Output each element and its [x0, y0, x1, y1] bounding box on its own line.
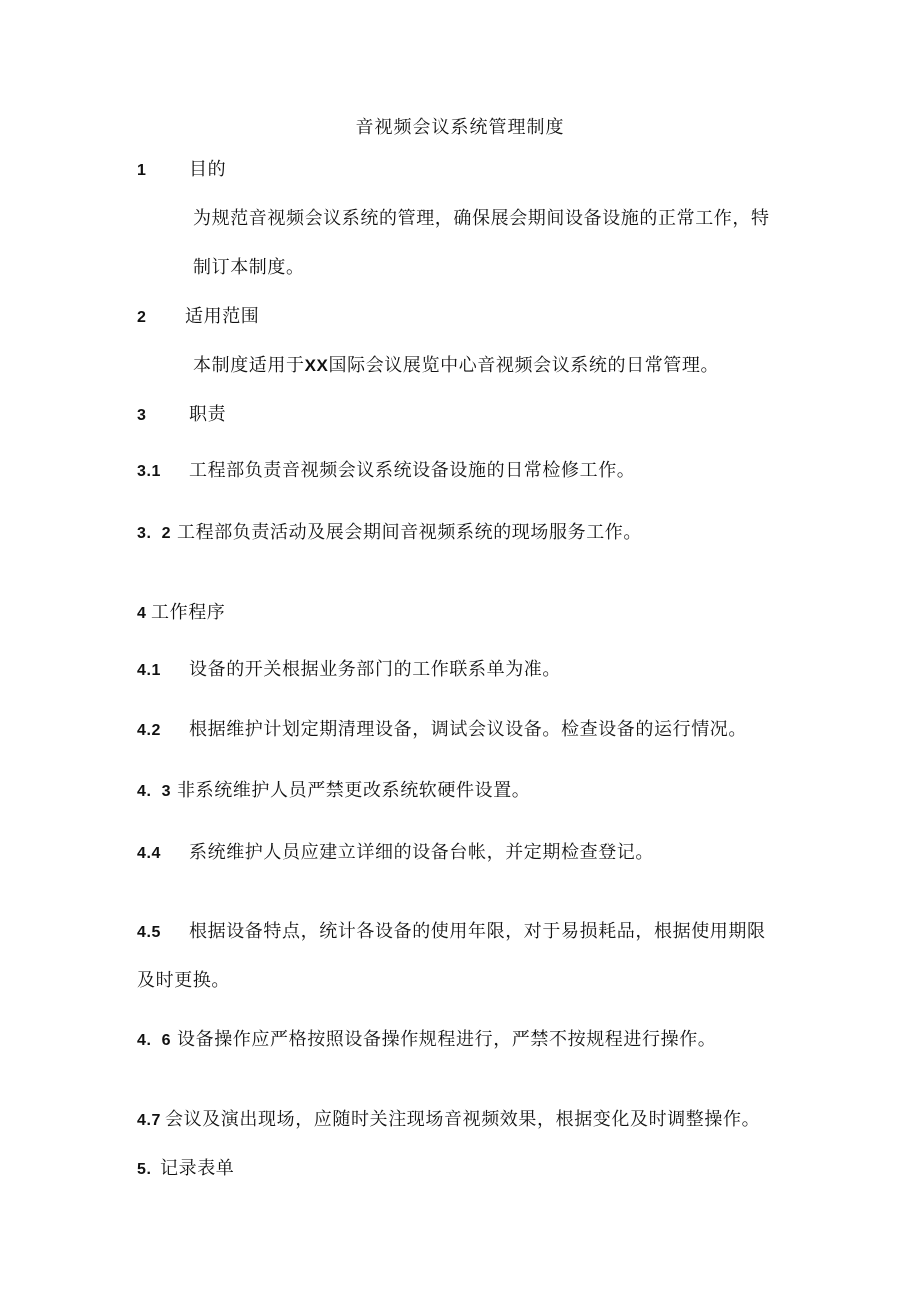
section-4-5-continued: 及时更换。	[137, 970, 230, 991]
section-3-1	[137, 459, 635, 484]
section-5-heading	[137, 1157, 234, 1182]
body-text: 本制度适用于	[193, 355, 305, 376]
section-number: 3	[137, 407, 147, 424]
clause-text: 工程部负责音视频会议系统设备设施的日常检修工作。	[189, 460, 636, 481]
section-2-heading	[137, 305, 259, 330]
section-1-body-line: 制订本制度。	[193, 257, 305, 278]
clause-text: 工程部负责活动及展会期间音视频系统的现场服务工作。	[177, 522, 642, 543]
section-number: 5.	[137, 1161, 152, 1178]
clause-text: 设备操作应严格按照设备操作规程进行，严禁不按规程进行操作。	[177, 1029, 717, 1050]
section-number: 1	[137, 162, 147, 179]
section-title: 目的	[189, 159, 227, 180]
section-title: 工作程序	[151, 602, 226, 623]
clause-number: 4. 6	[137, 1032, 172, 1049]
clause-number: 4. 3	[137, 783, 172, 800]
section-number: 4	[137, 605, 147, 622]
section-4-7	[137, 1108, 760, 1133]
clause-text: 根据设备特点，统计各设备的使用年限，对于易损耗品，根据使用期限	[189, 921, 766, 942]
document-title: 音视频会议系统管理制度	[355, 117, 565, 138]
section-title: 记录表单	[160, 1158, 235, 1179]
section-4-2	[137, 718, 747, 743]
section-2-body	[193, 354, 719, 378]
clause-text: 系统维护人员应建立详细的设备台帐，并定期检查登记。	[189, 842, 654, 863]
clause-text: 根据维护计划定期清理设备，调试会议设备。检查设备的运行情况。	[189, 719, 747, 740]
section-1-body-line: 为规范音视频会议系统的管理，确保展会期间设备设施的正常工作，特	[193, 208, 770, 229]
section-4-4	[137, 841, 654, 866]
section-4-1	[137, 658, 561, 683]
section-3-heading	[137, 403, 226, 428]
section-4-3	[137, 779, 530, 804]
clause-text: 会议及演出现场，应随时关注现场音视频效果，根据变化及时调整操作。	[165, 1109, 761, 1130]
clause-number: 4.2	[137, 722, 162, 739]
clause-number: 4.4	[137, 845, 162, 862]
clause-number: 4.5	[137, 924, 162, 941]
section-1-heading	[137, 158, 226, 183]
section-number: 2	[137, 309, 147, 326]
section-3-2	[137, 521, 642, 546]
section-4-5	[137, 920, 766, 945]
section-title: 适用范围	[185, 306, 260, 327]
section-4-6	[137, 1028, 716, 1053]
body-text-bold: XX	[304, 356, 329, 375]
clause-number: 4.1	[137, 662, 162, 679]
clause-number: 3.1	[137, 463, 162, 480]
clause-text: 非系统维护人员严禁更改系统软硬件设置。	[177, 780, 531, 801]
body-text: 国际会议展览中心音视频会议系统的日常管理。	[328, 355, 720, 376]
section-title: 职责	[189, 404, 227, 425]
clause-number: 4.7	[137, 1112, 162, 1129]
clause-text: 设备的开关根据业务部门的工作联系单为准。	[189, 659, 561, 680]
section-4-heading	[137, 601, 225, 626]
clause-number: 3. 2	[137, 525, 172, 542]
